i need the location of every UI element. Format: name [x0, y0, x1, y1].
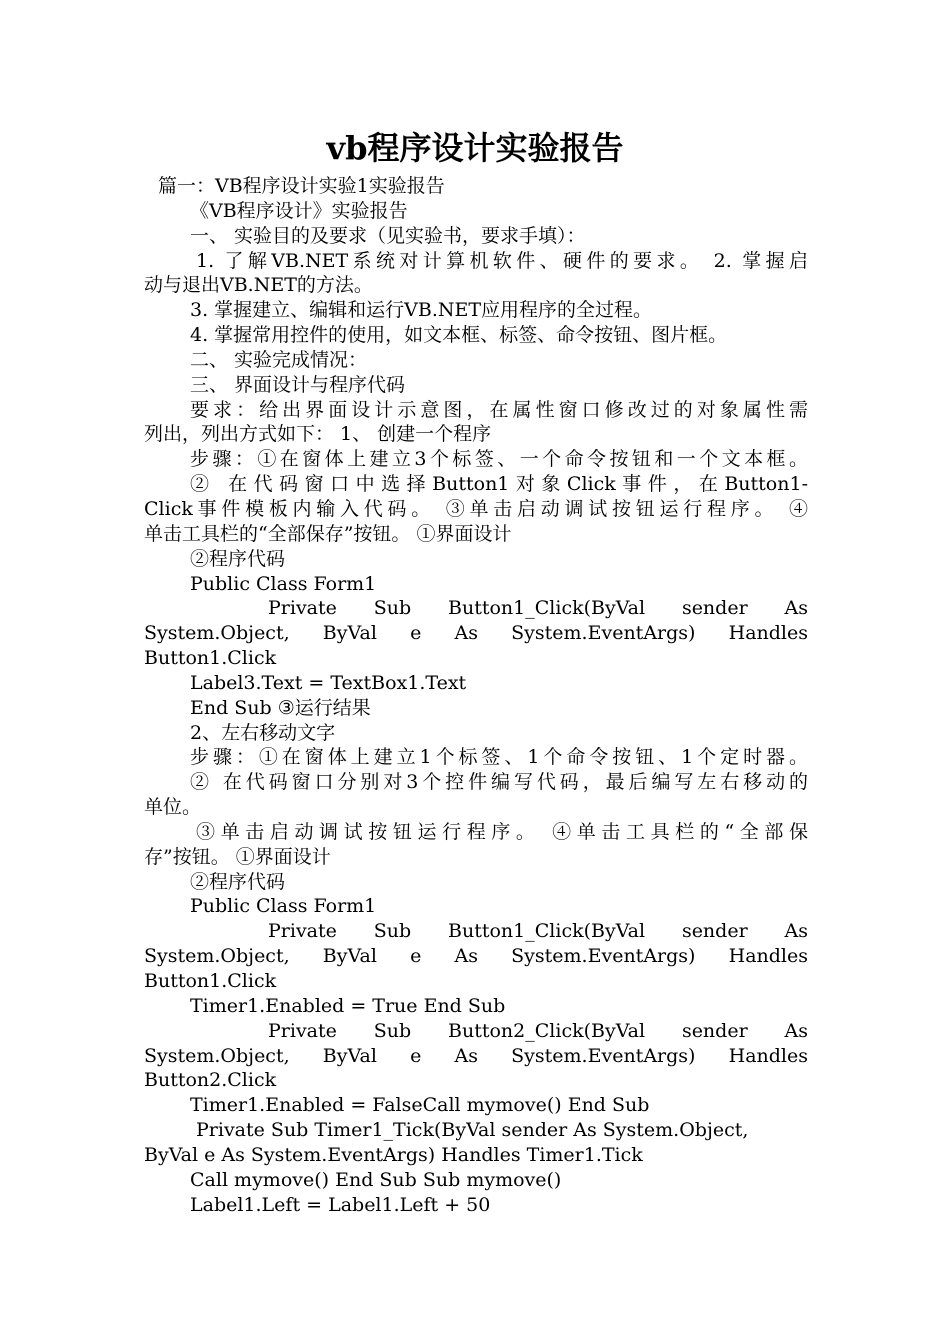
- code-line: Button2.Click: [144, 1069, 277, 1092]
- code-line: System.Object, ByVal e As System.EventArgs) Handles: [144, 1044, 808, 1067]
- code-line: End Sub ③运行结果: [190, 696, 371, 719]
- code-line: System.Object, ByVal e As System.EventArgs) Handles: [144, 945, 808, 968]
- text-line: 步骤：①在窗体上建立3个标签、一个命令按钮和一个文本框。: [190, 448, 808, 471]
- code-line: Public Class Form1: [190, 895, 377, 918]
- text-line: 二、 实验完成情况：: [190, 348, 368, 371]
- text-line: 动与退出VB.NET的方法。: [144, 274, 373, 297]
- text-line: 4. 掌握常用控件的使用，如文本框、标签、命令按钮、图片框。: [190, 324, 728, 347]
- code-line: Private Sub Button1_Click(ByVal sender As: [268, 920, 808, 943]
- text-line: 一、 实验目的及要求（见实验书，要求手填）：: [190, 224, 586, 247]
- text-line: 2、左右移动文字: [190, 721, 336, 744]
- text-line: ② 在代码窗口中选择Button1对象Click事件，在Button1-: [190, 473, 808, 496]
- text-line: 要求：给出界面设计示意图，在属性窗口修改过的对象属性需: [190, 398, 808, 421]
- code-line: Private Sub Timer1_Tick(ByVal sender As System.Object,: [196, 1119, 749, 1142]
- code-line: Timer1.Enabled = FalseCall mymove() End Sub: [190, 1094, 650, 1117]
- text-line: 列出，列出方式如下： 1、 创建一个程序: [144, 423, 492, 446]
- text-line: 1. 了解VB.NET系统对计算机软件、硬件的要求。 2. 掌握启: [196, 249, 808, 272]
- code-line: ByVal e As System.EventArgs) Handles Timer1.Tick: [144, 1143, 643, 1166]
- code-line: Label1.Left = Label1.Left + 50: [190, 1193, 491, 1216]
- text-line: 篇一：VB程序设计实验1实验报告: [158, 175, 445, 197]
- code-line: Timer1.Enabled = True End Sub: [190, 994, 506, 1017]
- text-line: ② 在代码窗口分别对3个控件编写代码，最后编写左右移动的: [190, 771, 808, 794]
- text-line: 单击工具栏的“全部保存”按钮。 ①界面设计: [144, 522, 512, 545]
- code-line: Private Sub Button1_Click(ByVal sender As: [268, 597, 808, 620]
- text-line: 单位。: [144, 796, 202, 819]
- code-line: Private Sub Button2_Click(ByVal sender As: [268, 1019, 808, 1042]
- code-line: Public Class Form1: [190, 572, 377, 595]
- text-line: ③单击启动调试按钮运行程序。 ④单击工具栏的“全部保: [196, 820, 808, 843]
- text-line: ②程序代码: [190, 547, 286, 570]
- code-line: System.Object, ByVal e As System.EventArgs) Handles: [144, 622, 808, 645]
- code-line: Button1.Click: [144, 970, 277, 992]
- text-line: 步骤：①在窗体上建立1个标签、1个命令按钮、1个定时器。: [190, 746, 808, 769]
- text-line: 三、 界面设计与程序代码: [190, 373, 406, 396]
- text-line: Click事件模板内输入代码。 ③单击启动调试按钮运行程序。 ④: [144, 497, 808, 520]
- code-line: Call mymove() End Sub Sub mymove(): [190, 1168, 562, 1191]
- code-line: Label3.Text = TextBox1.Text: [190, 671, 467, 694]
- text-line: 《VB程序设计》实验报告: [190, 199, 408, 222]
- text-line: 3. 掌握建立、编辑和运行VB.NET应用程序的全过程。: [190, 299, 653, 322]
- document-title: vb程序设计实验报告: [326, 129, 624, 167]
- text-line: ②程序代码: [190, 870, 286, 893]
- text-line: 存”按钮。 ①界面设计: [144, 845, 331, 868]
- document-body: [144, 174, 808, 1217]
- code-line: Button1.Click: [144, 647, 277, 670]
